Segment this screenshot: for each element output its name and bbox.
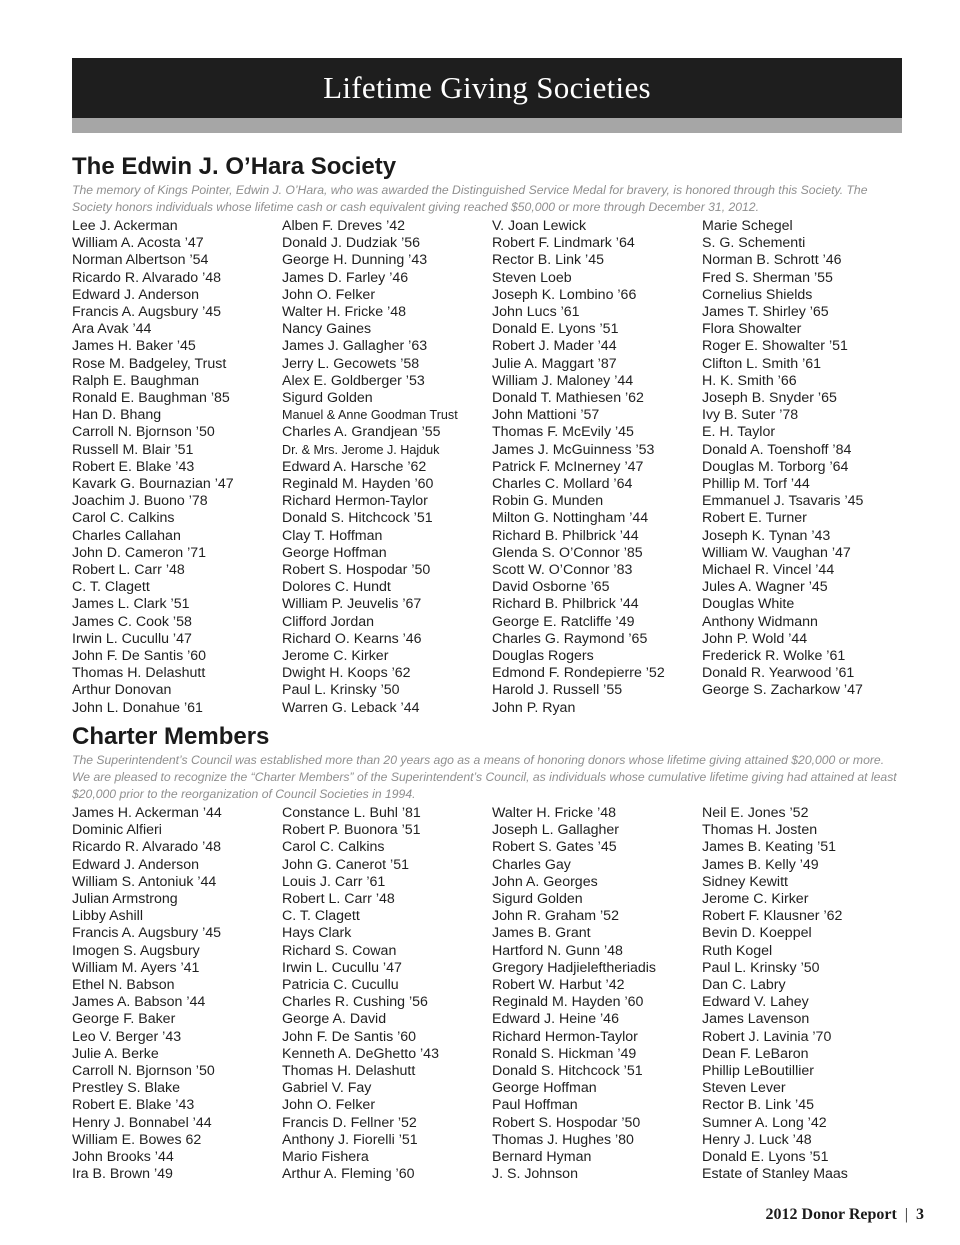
honoree-name: Carroll N. Bjornson ’50	[72, 424, 215, 441]
honoree-name: William P. Jeuvelis ’67	[282, 596, 422, 613]
honoree-name: Gabriel V. Fay	[282, 1080, 372, 1097]
honoree-name: Jerry L. Gecowets ’58	[282, 355, 420, 372]
honoree-name: Richard Hermon-Taylor	[282, 493, 428, 510]
honoree-name: Flora Showalter	[702, 321, 802, 338]
honoree-name: Thomas H. Delashutt	[72, 665, 206, 682]
honoree-name: Rector B. Link ’45	[492, 252, 604, 269]
honoree-name: Rose M. Badgeley, Trust	[72, 355, 227, 372]
charter-column-2	[282, 805, 492, 1183]
banner-stripe	[72, 118, 902, 133]
honoree-name: Henry J. Luck ’48	[702, 1131, 812, 1148]
ohara-society-title: The Edwin J. O’Hara Society	[72, 153, 397, 180]
honoree-name: Edward J. Anderson	[72, 286, 199, 303]
honoree-name: Clay T. Hoffman	[282, 527, 383, 544]
honoree-name: Robert L. Carr ’48	[282, 891, 395, 908]
honoree-name: Louis J. Carr ’61	[282, 873, 386, 890]
honoree-name: Sumner A. Long ’42	[702, 1114, 827, 1131]
honoree-name: Lee J. Ackerman	[72, 218, 178, 234]
honoree-name: H. K. Smith ’66	[702, 372, 797, 389]
honoree-name: Joachim J. Buono ’78	[72, 493, 208, 510]
honoree-name: Neil E. Jones ’52	[702, 805, 809, 821]
honoree-name: Constance L. Buhl ’81	[282, 805, 421, 821]
honoree-name: David Osborne ’65	[492, 579, 610, 596]
honoree-name: Arthur A. Fleming ’60	[282, 1166, 415, 1183]
honoree-name: Leo V. Berger ’43	[72, 1028, 182, 1045]
honoree-name: Han D. Bhang	[72, 407, 162, 424]
honoree-name: John P. Ryan	[492, 699, 576, 716]
honoree-name: Reginald M. Hayden ’60	[282, 476, 434, 493]
honoree-name: Julian Armstrong	[72, 891, 178, 908]
honoree-name: Marie Schegel	[702, 218, 793, 234]
honoree-name: Fred S. Sherman ’55	[702, 269, 833, 286]
honoree-name: Ronald E. Baughman ’85	[72, 390, 230, 407]
honoree-name: William E. Bowes 62	[72, 1131, 202, 1148]
honoree-name: Alben F. Dreves ’42	[282, 218, 406, 234]
honoree-name: Carol C. Calkins	[72, 510, 175, 527]
honoree-name: Russell M. Blair ’51	[72, 441, 194, 458]
honoree-name: Paul Hoffman	[492, 1097, 578, 1114]
honoree-name: Charles Gay	[492, 856, 571, 873]
charter-members-description: The Superintendent’s Council was established more than 20 years ago as a means of honoring donors whose lifetime giving attained $20,000 or more. We are pleased to recognize the “Charter Members” of the Superintendent’s Council, as individuals whose cumulative lifetime giving had attained at least $20,000 prior to the reorganization of Council Societies in 1994.	[72, 753, 897, 801]
honoree-name: Mario Fishera	[282, 1149, 369, 1166]
honoree-name: Francis A. Augsbury ’45	[72, 304, 222, 321]
honoree-name: Kavark G. Bournazian ’47	[72, 476, 234, 493]
ohara-society-description: The memory of Kings Pointer, Edwin J. O’Hara, who was awarded the Distinguished Service Medal for bravery, is honored through this Society. The Society honors individuals whose lifetime cash or cash equivalent giving reached $50,000 or more through December 31, 2012.	[72, 183, 868, 214]
honoree-name: Donald S. Hitchcock ’51	[492, 1063, 643, 1080]
honoree-name: Charles A. Grandjean ’55	[282, 424, 441, 441]
honoree-name: Irwin L. Cucullu ’47	[72, 630, 192, 647]
honoree-name: Thomas H. Delashutt	[282, 1063, 416, 1080]
honoree-name: Sigurd Golden	[492, 891, 583, 908]
honoree-name: John A. Georges	[492, 873, 598, 890]
honoree-name: Charles C. Mollard ’64	[492, 476, 633, 493]
honoree-name: Ruth Kogel	[702, 942, 773, 959]
honoree-name: Cornelius Shields	[702, 286, 813, 303]
honoree-name: Robert L. Carr ’48	[72, 562, 185, 579]
honoree-name: Jules A. Wagner ’45	[702, 579, 828, 596]
section-banner	[72, 58, 902, 118]
honoree-name: Edmond F. Rondepierre ’52	[492, 665, 665, 682]
honoree-name: Steven Lever	[702, 1080, 786, 1097]
honoree-name: John R. Graham ’52	[492, 908, 619, 925]
honoree-name: Manuel & Anne Goodman Trust	[282, 408, 458, 423]
honoree-name: James B. Grant	[492, 925, 591, 942]
honoree-name: Robert S. Hospodar ’50	[282, 562, 431, 579]
ohara-column-4	[702, 218, 912, 717]
honoree-name: George H. Dunning ’43	[282, 252, 428, 269]
honoree-name: William A. Acosta ’47	[72, 235, 204, 252]
honoree-name: Robert S. Gates ’45	[492, 839, 617, 856]
honoree-name: Richard S. Cowan	[282, 942, 397, 959]
honoree-name: Joseph L. Gallagher	[492, 822, 619, 839]
honoree-name: Ricardo R. Alvarado ’48	[72, 839, 222, 856]
honoree-name: John O. Felker	[282, 286, 376, 303]
honoree-name: Donald A. Toenshoff ’84	[702, 441, 852, 458]
honoree-name: Edward V. Lahey	[702, 994, 809, 1011]
honoree-name: Robert E. Blake ’43	[72, 458, 195, 475]
honoree-name: John Brooks ’44	[72, 1149, 174, 1166]
honoree-name: Glenda S. O’Connor ’85	[492, 544, 643, 561]
honoree-name: Robert S. Hospodar ’50	[492, 1114, 641, 1131]
honoree-name: Joseph K. Tynan ’43	[702, 527, 831, 544]
charter-members-section	[72, 722, 912, 1183]
honoree-name: George F. Baker	[72, 1011, 176, 1028]
honoree-name: Dolores C. Hundt	[282, 579, 391, 596]
honoree-name: James J. McGuinness ’53	[492, 441, 655, 458]
honoree-name: William S. Antoniuk ’44	[72, 873, 217, 890]
honoree-name: John O. Felker	[282, 1097, 376, 1114]
honoree-name: Jerome C. Kirker	[282, 648, 389, 665]
honoree-name: James H. Baker ’45	[72, 338, 196, 355]
honoree-name: Ricardo R. Alvarado ’48	[72, 269, 222, 286]
honoree-name: Douglas M. Torborg ’64	[702, 458, 849, 475]
honoree-name: George A. David	[282, 1011, 387, 1028]
honoree-name: John F. De Santis ’60	[282, 1028, 417, 1045]
footer-page-number: 3	[916, 1206, 924, 1223]
honoree-name: Hartford N. Gunn ’48	[492, 942, 623, 959]
honoree-name: William J. Maloney ’44	[492, 372, 634, 389]
honoree-name: Edward J. Anderson	[72, 856, 199, 873]
honoree-name: Robert P. Buonora ’51	[282, 822, 421, 839]
honoree-name: Richard O. Kearns ’46	[282, 630, 422, 647]
honoree-name: James H. Ackerman ’44	[72, 805, 222, 821]
honoree-name: Imogen S. Augsbury	[72, 942, 200, 959]
honoree-name: Dan C. Labry	[702, 977, 786, 994]
honoree-name: Robert E. Blake ’43	[72, 1097, 195, 1114]
honoree-name: Dwight H. Koops ’62	[282, 665, 411, 682]
ohara-column-3	[492, 218, 702, 717]
honoree-name: Phillip M. Torf ’44	[702, 476, 810, 493]
honoree-name: Robert J. Mader ’44	[492, 338, 617, 355]
honoree-name: Henry J. Bonnabel ’44	[72, 1114, 212, 1131]
honoree-name: John Lucs ’61	[492, 304, 580, 321]
charter-name-columns	[72, 805, 912, 1183]
charter-column-3	[492, 805, 702, 1183]
honoree-name: Dean F. LeBaron	[702, 1045, 809, 1062]
honoree-name: Ira B. Brown ’49	[72, 1166, 173, 1183]
honoree-name: Richard B. Philbrick ’44	[492, 596, 639, 613]
honoree-name: Kenneth A. DeGhetto ’43	[282, 1045, 439, 1062]
honoree-name: James B. Keating ’51	[702, 839, 837, 856]
honoree-name: Richard B. Philbrick ’44	[492, 527, 639, 544]
honoree-name: Warren G. Leback ’44	[282, 699, 420, 716]
honoree-name: James C. Cook ’58	[72, 613, 192, 630]
honoree-name: Bernard Hyman	[492, 1149, 592, 1166]
honoree-name: Donald R. Yearwood ’61	[702, 665, 855, 682]
honoree-name: John L. Donahue ’61	[72, 699, 203, 716]
honoree-name: Reginald M. Hayden ’60	[492, 994, 644, 1011]
honoree-name: John G. Canerot ’51	[282, 856, 409, 873]
honoree-name: James L. Clark ’51	[72, 596, 190, 613]
footer-separator: |	[904, 1206, 908, 1223]
honoree-name: Robert F. Klausner ’62	[702, 908, 843, 925]
charter-column-1	[72, 805, 282, 1183]
honoree-name: Ronald S. Hickman ’49	[492, 1045, 637, 1062]
honoree-name: Anthony Widmann	[702, 613, 818, 630]
honoree-name: Donald J. Dudziak ’56	[282, 235, 421, 252]
honoree-name: Edward A. Harsche ’62	[282, 458, 427, 475]
honoree-name: Clifford Jordan	[282, 613, 375, 630]
honoree-name: George Hoffman	[492, 1080, 597, 1097]
honoree-name: James T. Shirley ’65	[702, 304, 829, 321]
ohara-column-2	[282, 218, 492, 717]
honoree-name: Alex E. Goldberger ’53	[282, 372, 425, 389]
honoree-name: Ethel N. Babson	[72, 977, 175, 994]
honoree-name: Dr. & Mrs. Jerome J. Hajduk	[282, 442, 440, 457]
honoree-name: Norman Albertson ’54	[72, 252, 209, 269]
honoree-name: William W. Vaughan ’47	[702, 544, 851, 561]
honoree-name: J. S. Johnson	[492, 1166, 578, 1183]
honoree-name: Paul L. Krinsky ’50	[282, 682, 400, 699]
honoree-name: Julie A. Maggart ’87	[492, 355, 617, 372]
honoree-name: Thomas J. Hughes ’80	[492, 1131, 634, 1148]
banner-title: Lifetime Giving Societies	[323, 70, 651, 105]
ohara-name-columns	[72, 218, 912, 717]
footer-report-title: 2012 Donor Report	[765, 1206, 897, 1223]
honoree-name: Ralph E. Baughman	[72, 372, 199, 389]
honoree-name: John Mattioni ’57	[492, 407, 600, 424]
honoree-name: Joseph K. Lombino ’66	[492, 286, 637, 303]
charter-members-title: Charter Members	[72, 723, 270, 750]
honoree-name: Milton G. Nottingham ’44	[492, 510, 649, 527]
honoree-name: Prestley S. Blake	[72, 1080, 181, 1097]
honoree-name: Steven Loeb	[492, 269, 572, 286]
honoree-name: Thomas F. McEvily ’45	[492, 424, 634, 441]
honoree-name: George E. Ratcliffe ’49	[492, 613, 635, 630]
honoree-name: Jerome C. Kirker	[702, 891, 809, 908]
honoree-name: Anthony J. Fiorelli ’51	[282, 1131, 418, 1148]
charter-column-4	[702, 805, 912, 1183]
honoree-name: Clifton L. Smith ’61	[702, 355, 822, 372]
honoree-name: Ivy B. Suter ’78	[702, 407, 799, 424]
honoree-name: Robert W. Harbut ’42	[492, 977, 625, 994]
ohara-column-1	[72, 218, 282, 717]
honoree-name: Scott W. O’Connor ’83	[492, 562, 633, 579]
honoree-name: C. T. Clagett	[282, 908, 360, 925]
honoree-name: Irwin L. Cucullu ’47	[282, 959, 402, 976]
honoree-name: V. Joan Lewick	[492, 218, 587, 234]
honoree-name: Julie A. Berke	[72, 1045, 159, 1062]
honoree-name: Estate of Stanley Maas	[702, 1166, 848, 1183]
page-footer	[766, 1206, 924, 1224]
honoree-name: Rector B. Link ’45	[702, 1097, 814, 1114]
honoree-name: James B. Kelly ’49	[702, 856, 819, 873]
honoree-name: E. H. Taylor	[702, 424, 776, 441]
honoree-name: Libby Ashill	[72, 908, 143, 925]
honoree-name: George Hoffman	[282, 544, 387, 561]
honoree-name: Douglas Rogers	[492, 648, 594, 665]
honoree-name: Robert E. Turner	[702, 510, 807, 527]
honoree-name: Sigurd Golden	[282, 390, 373, 407]
honoree-name: William M. Ayers ’41	[72, 959, 200, 976]
honoree-name: S. G. Schementi	[702, 235, 806, 252]
honoree-name: Charles G. Raymond ’65	[492, 630, 648, 647]
honoree-name: Dominic Alfieri	[72, 822, 162, 839]
honoree-name: Douglas White	[702, 596, 795, 613]
honoree-name: Patrick F. McInerney ’47	[492, 458, 644, 475]
honoree-name: Donald T. Mathiesen ’62	[492, 390, 644, 407]
honoree-name: James J. Gallagher ’63	[282, 338, 428, 355]
ohara-society-section	[72, 152, 912, 717]
honoree-name: Robin G. Munden	[492, 493, 604, 510]
honoree-name: Joseph B. Snyder ’65	[702, 390, 837, 407]
honoree-name: Donald S. Hitchcock ’51	[282, 510, 433, 527]
honoree-name: Emmanuel J. Tsavaris ’45	[702, 493, 864, 510]
honoree-name: John F. De Santis ’60	[72, 648, 207, 665]
honoree-name: Michael R. Vincel ’44	[702, 562, 835, 579]
honoree-name: C. T. Clagett	[72, 579, 150, 596]
honoree-name: Bevin D. Koeppel	[702, 925, 812, 942]
honoree-name: George S. Zacharkow ’47	[702, 682, 863, 699]
honoree-name: Thomas H. Josten	[702, 822, 818, 839]
honoree-name: Donald E. Lyons ’51	[702, 1149, 829, 1166]
honoree-name: Harold J. Russell ’55	[492, 682, 623, 699]
honoree-name: Walter H. Fricke ’48	[492, 805, 617, 821]
honoree-name: Richard Hermon-Taylor	[492, 1028, 638, 1045]
honoree-name: Edward J. Heine ’46	[492, 1011, 619, 1028]
honoree-name: Phillip LeBoutillier	[702, 1063, 814, 1080]
honoree-name: Donald E. Lyons ’51	[492, 321, 619, 338]
honoree-name: John P. Wold ’44	[702, 630, 808, 647]
honoree-name: Paul L. Krinsky ’50	[702, 959, 820, 976]
honoree-name: Carroll N. Bjornson ’50	[72, 1063, 215, 1080]
honoree-name: Robert F. Lindmark ’64	[492, 235, 635, 252]
honoree-name: Francis D. Fellner ’52	[282, 1114, 417, 1131]
honoree-name: John D. Cameron ’71	[72, 544, 207, 561]
honoree-name: James A. Babson ’44	[72, 994, 206, 1011]
honoree-name: Gregory Hadjieleftheriadis	[492, 959, 657, 976]
honoree-name: Ara Avak ’44	[72, 321, 152, 338]
honoree-name: Charles Callahan	[72, 527, 181, 544]
honoree-name: Walter H. Fricke ’48	[282, 304, 407, 321]
honoree-name: Sidney Kewitt	[702, 873, 788, 890]
honoree-name: Frederick R. Wolke ’61	[702, 648, 846, 665]
honoree-name: Robert J. Lavinia ’70	[702, 1028, 832, 1045]
honoree-name: Arthur Donovan	[72, 682, 172, 699]
honoree-name: Francis A. Augsbury ’45	[72, 925, 222, 942]
honoree-name: James D. Farley ’46	[282, 269, 409, 286]
honoree-name: Patricia C. Cucullu	[282, 977, 399, 994]
honoree-name: Hays Clark	[282, 925, 352, 942]
honoree-name: James Lavenson	[702, 1011, 810, 1028]
honoree-name: Charles R. Cushing ’56	[282, 994, 428, 1011]
honoree-name: Nancy Gaines	[282, 321, 372, 338]
honoree-name: Norman B. Schrott ’46	[702, 252, 842, 269]
honoree-name: Roger E. Showalter ’51	[702, 338, 848, 355]
honoree-name: Carol C. Calkins	[282, 839, 385, 856]
